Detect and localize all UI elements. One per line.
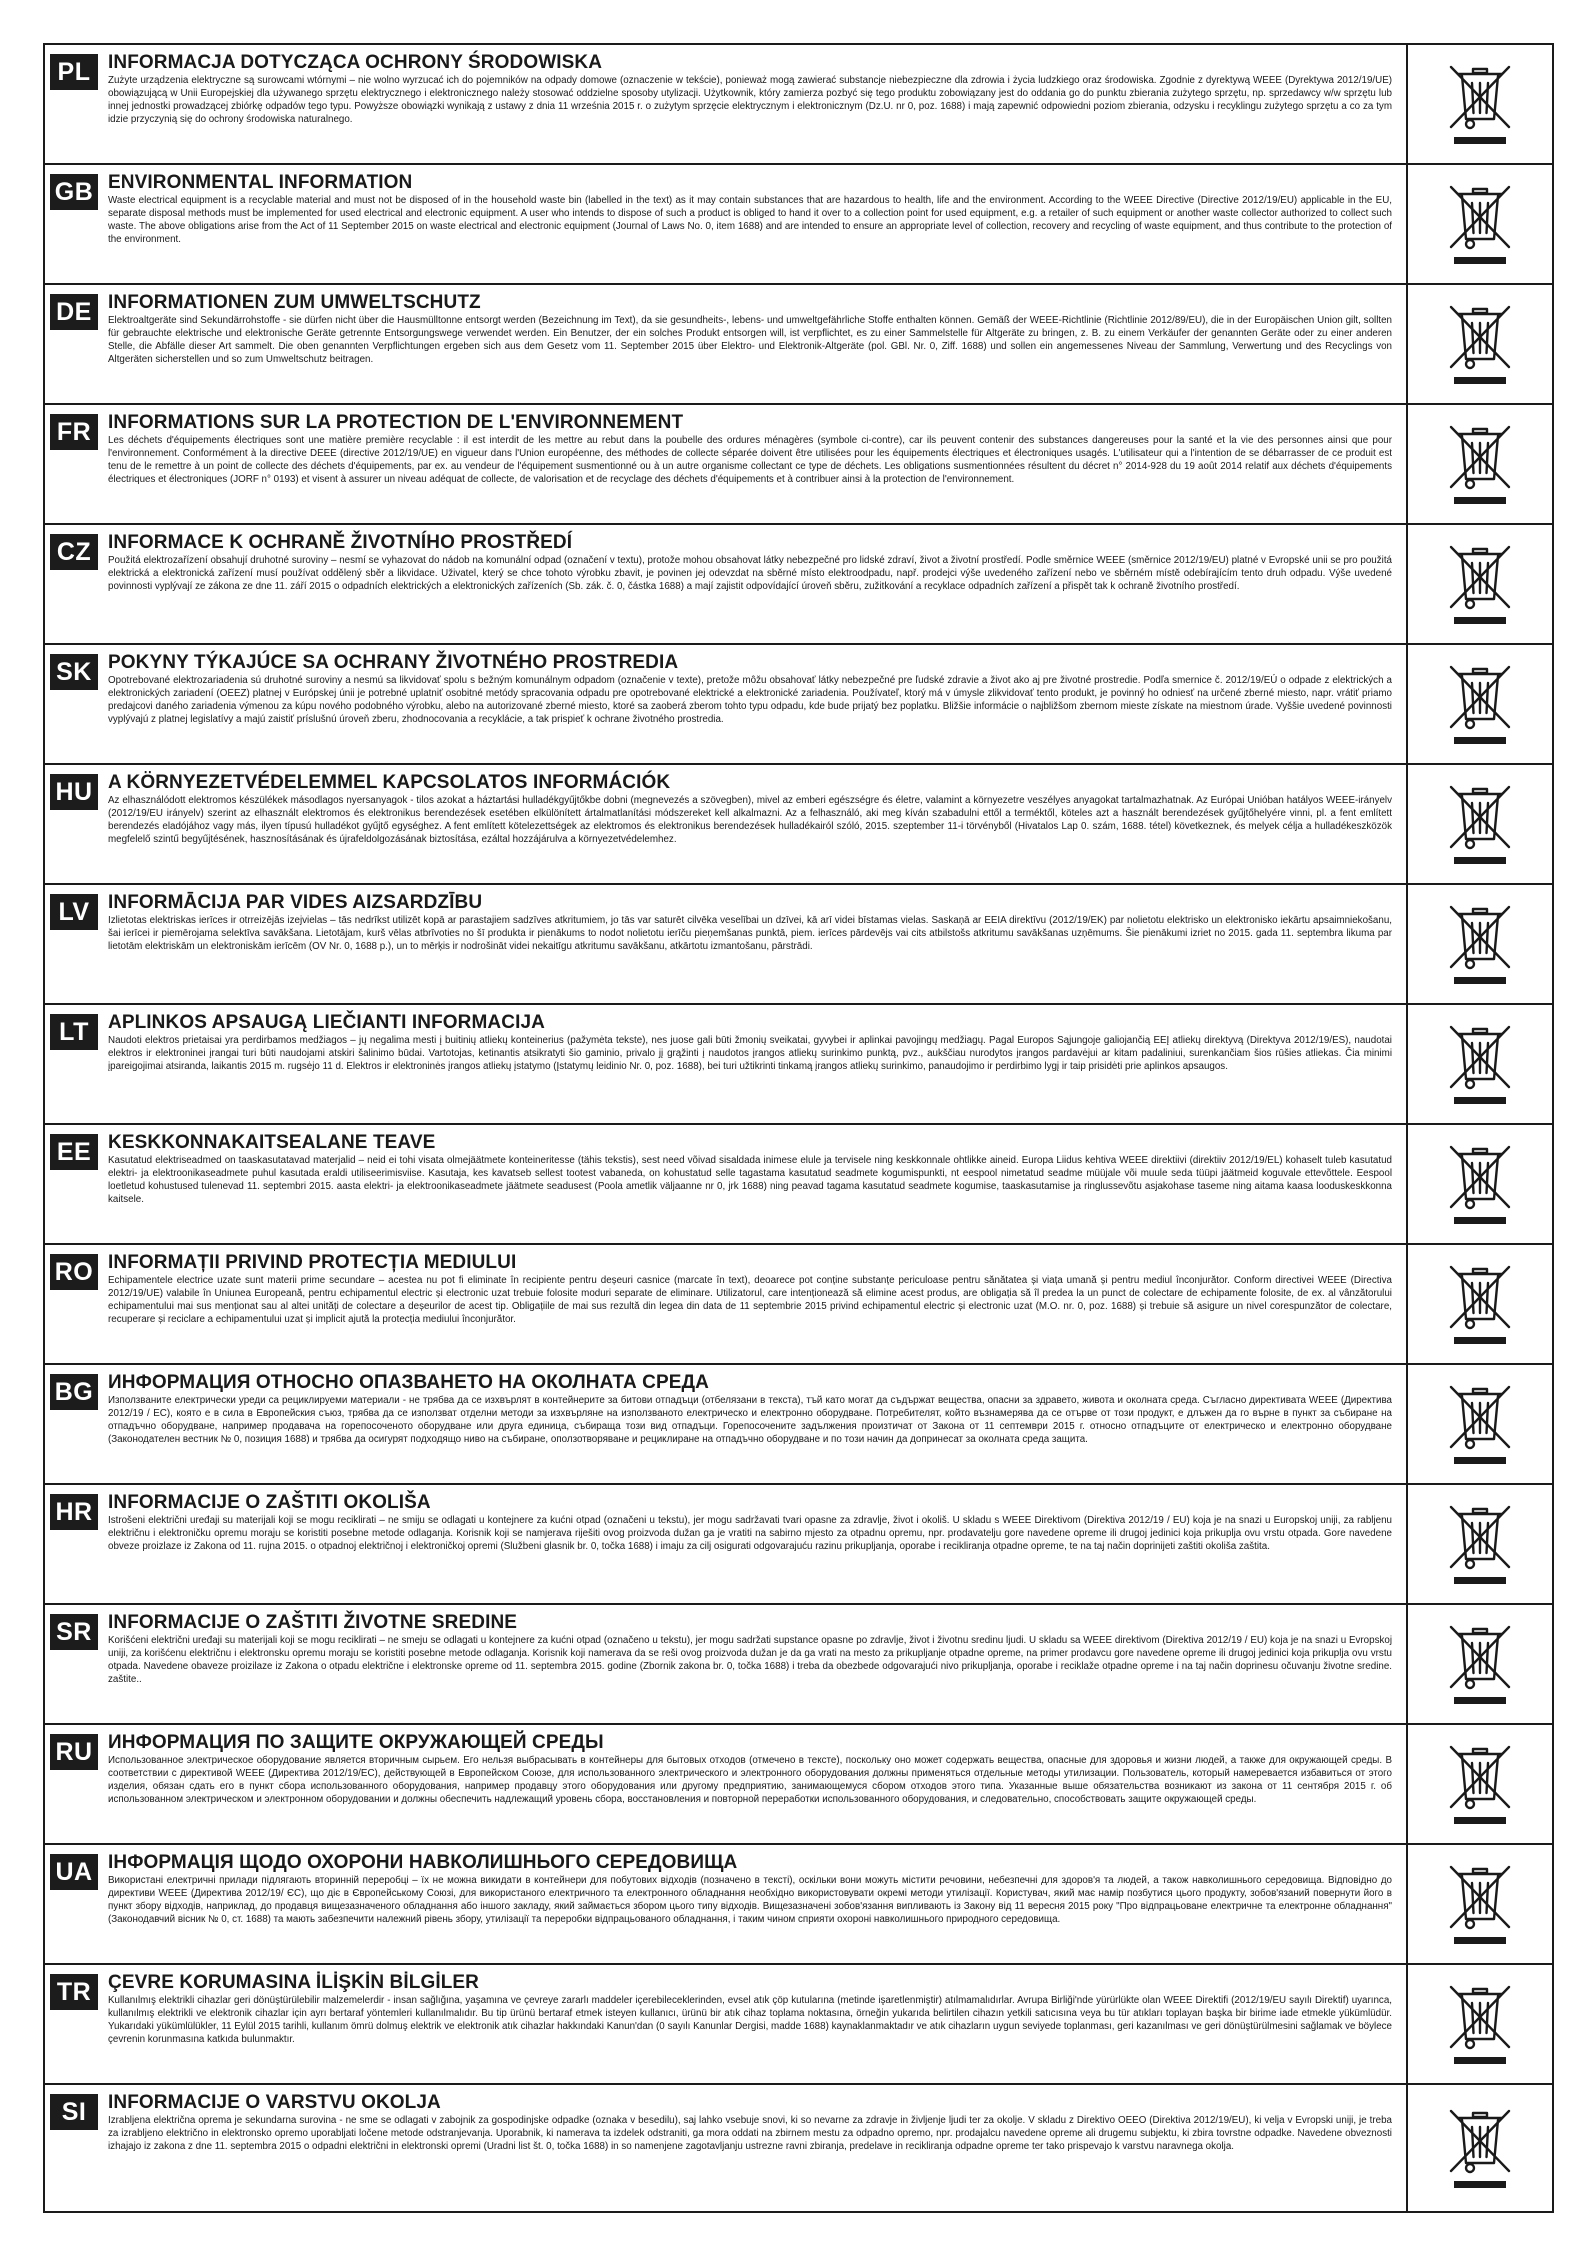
weee-icon-cell	[1406, 1125, 1552, 1243]
language-code-cell	[45, 525, 104, 643]
section-body-text: Використані електричні прилади підлягають вторинній переробці – їх не можна викидати в контейнери для побутових відходів (позначено в тексті), оскільки вони можуть містити речовини, небезпечні для здоров'я та людей, а також навколишнього середовища. Відповідно до директиви WEEE (Директива 2012/19/ ЄС), що діє в Європейському Союзі, для використаного електричного та електронного обладнання необхідно використовувати окремі методи утилізації. Користувач, який має намір позбутися цього продукту, зобов'язаний повернути його в пункт збору відходів, наприклад, до продавця вищезазначеного обладнання або іншого закладу, який займається збором цього типу відходів. Вищезазначені зобов'язання випливають із Закону від 11 вересня 2015 року "Про відпрацьоване електричне та електронне обладнання" (Законодавчий вісник № 0, ст. 1688) та мають забезпечити належний рівень збору, утилізації та переробки відпрацьованого обладнання, і таким чином сприяти охороні навколишнього природного середовища.	[108, 1875, 1392, 1925]
section-content	[104, 885, 1406, 1003]
weee-icon-cell	[1406, 45, 1552, 163]
language-code-badge: BG	[50, 1374, 98, 1410]
language-code-badge: PL	[50, 54, 98, 90]
crossed-out-wheelie-bin-icon	[1445, 421, 1515, 507]
crossed-out-wheelie-bin-icon	[1445, 1021, 1515, 1107]
language-code-cell	[45, 1965, 104, 2083]
section-title: INFORMACE K OCHRANĚ ŽIVOTNÍHO PROSTŘEDÍ	[108, 532, 573, 553]
language-code-cell	[45, 45, 104, 163]
section-content	[104, 1845, 1406, 1963]
language-code-badge: SR	[50, 1614, 98, 1650]
section-content	[104, 1245, 1406, 1363]
language-section-bg	[45, 1365, 1552, 1485]
crossed-out-wheelie-bin-icon	[1445, 1381, 1515, 1467]
section-title: ИНФОРМАЦИЯ ПО ЗАЩИТЕ ОКРУЖАЮЩЕЙ СРЕДЫ	[108, 1732, 604, 1753]
language-section-lv	[45, 885, 1552, 1005]
language-section-cz	[45, 525, 1552, 645]
crossed-out-wheelie-bin-icon	[1445, 2105, 1515, 2191]
language-section-si	[45, 2085, 1552, 2211]
language-section-sk	[45, 645, 1552, 765]
section-body-text: Naudoti elektros prietaisai yra perdirbamos medžiagos – jų negalima mesti į buitinių atliekų konteinerius (pažymėta tekste), nes juose gali būti žmonių sveikatai, gyvybei ir aplinkai pavojingų medžiagų. Pagal Europos Sąjungoje galiojančią EEĮ atliekų direktyvą (Direktyva 2012/19/ES), naudotai elektros ir elektroninei įrangai turi būti naudojami atskiri šalinimo būdai. Vartotojas, ketinantis atsikratyti šio gaminio, privalo jį grąžinti į naudotos įrangos atliekų surinkimo punktą, pvz., aukščiau nurodytos įrangos pardavėjui ar kitam padaliniui, surenkančiam šios rūšies atliekas. Čia minimi įpareigojimai atsiranda, laikantis 2015 m. rugsėjo 11 d. Elektros ir elektroninės įrangos atliekų įstatymo (Įstatymų leidinio Nr. 0, poz. 1688), bei turi užtikrinti tinkamą įrangos atliekų surinkimo, panaudojimo ir perdirbimo lygį ir taip prisidėti prie aplinkos apsaugos.	[108, 1035, 1392, 1072]
section-title: KESKKONNAKAITSEALANE TEAVE	[108, 1132, 436, 1153]
section-body-text: Izrabljena električna oprema je sekundarna surovina - ne sme se odlagati v zabojnik za gospodinjske odpadke (oznaka v besedilu), saj lahko vsebuje snovi, ki so nevarne za zdravje in življenje ljudi ter za okolje. V skladu z Direktivo OEEO (Direktiva 2012/19/EU), ki velja v Evropski uniji, je treba za izrabljeno električno in elektronsko opremo uporabljati ločene metode odstranjevanja. Uporabnik, ki namerava ta izdelek odstraniti, ga mora oddati na zbirnem mestu za odpadno opremo, npr. prodajalcu navedene opreme ali drugemu subjektu, ki zbira tovrstne odpadke. Navedene obveznosti izhajajo iz zakona z dne 11. septembra 2015 o odpadni električni in elektronski opremi (Uradni list št. 0, točka 1688) in so namenjene zagotavljanju ustrezne ravni zbiranja, predelave in recikliranja odpadne opreme ter tako prispevajo k varstvu naravnega okolja.	[108, 2115, 1392, 2152]
section-content	[104, 1965, 1406, 2083]
language-section-lt	[45, 1005, 1552, 1125]
language-section-pl	[45, 45, 1552, 165]
weee-icon-cell	[1406, 765, 1552, 883]
language-code-badge: EE	[50, 1134, 98, 1170]
language-code-cell	[45, 1125, 104, 1243]
section-body-text: Les déchets d'équipements électriques sont une matière première recyclable : il est interdit de les mettre au rebut dans la poubelle des ordures ménagères (symbole ci-contre), car ils peuvent contenir des substances dangereuses pour la santé et la vie des personnes ainsi que pour l'environnement. Conformément à la directive DEEE (directive 2012/19/UE) en vigueur dans l'Union européenne, des méthodes de collecte séparée doivent être utilisées pour les équipements électriques et électroniques usagés. L'utilisateur qui a l'intention de se débarrasser de ce produit est tenu de le remettre à un point de collecte des déchets d'équipements, par ex. au vendeur de l'équipement susmentionné ou à un autre organisme collectant ce type de déchets. Les obligations susmentionnées résultent du décret n° 2014-928 du 19 août 2014 relatif aux déchets d'équipements électriques et électroniques (JORF n° 0193) et visent à assurer un niveau adéquat de collecte, de valorisation et de recyclage des déchets d'équipements et à contribuer ainsi à la protection de l'environnement.	[108, 435, 1392, 485]
section-content	[104, 2085, 1406, 2211]
crossed-out-wheelie-bin-icon	[1445, 1261, 1515, 1347]
section-title: INFORMATIONS SUR LA PROTECTION DE L'ENVIRONNEMENT	[108, 412, 684, 433]
section-content	[104, 1485, 1406, 1603]
section-content	[104, 1005, 1406, 1123]
crossed-out-wheelie-bin-icon	[1445, 1741, 1515, 1827]
language-code-cell	[45, 1725, 104, 1843]
language-code-badge: GB	[50, 174, 98, 210]
language-code-cell	[45, 1485, 104, 1603]
crossed-out-wheelie-bin-icon	[1445, 901, 1515, 987]
language-section-tr	[45, 1965, 1552, 2085]
section-content	[104, 525, 1406, 643]
language-code-cell	[45, 165, 104, 283]
section-body-text: Zużyte urządzenia elektryczne są surowcami wtórnymi – nie wolno wyrzucać ich do pojemników na odpady domowe (oznaczenie w tekście), ponieważ mogą zawierać substancje niebezpieczne dla zdrowia i życia ludzkiego oraz środowiska. Zgodnie z dyrektywą WEEE (Dyrektywa 2012/19/UE) obowiązującą w Unii Europejskiej dla używanego sprzętu elektrycznego i elektronicznego należy stosować oddzielne sposoby utylizacji. Użytkownik, który zamierza pozbyć się tego produktu zobowiązany jest do oddania go do punktu zbierania zużytego sprzętu, np. sprzedawcy w/w sprzętu lub innej jednostki prowadzącej zbiórkę odpadów tego typu. Powyższe obowiązki wynikają z ustawy z dnia 11 września 2015 r. o zużytym sprzęcie elektrycznym i elektronicznym (Dz.U. nr 0, poz. 1688) i mają zapewnić odpowiedni poziom zbierania, odzysku i recyklingu zużytego sprzętu a co za tym idzie przyczynią się do ochrony środowiska naturalnego.	[108, 75, 1392, 125]
section-body-text: Использованное электрическое оборудование является вторичным сырьем. Его нельзя выбрасывать в контейнеры для бытовых отходов (отмечено в тексте), поскольку оно может содержать вещества, опасные для здоровья и жизни людей, а также для окружающей среды. В соответствии с директивой WEEE (Директива 2012/19/ЕС), действующей в Европейском Союзе, для использованного электрического и электронного оборудования должны применяться отдельные методы утилизации. Пользователь, который намеревается избавиться от этого изделия, обязан сдать его в пункт сбора использованного оборудования, например продавцу этого оборудования или другому предприятию, занимающемуся сбором отходов этого типа. Указанные выше обязательства возникают из закона от 11 сентября 2015 г. об использованном электрическом и электронном оборудовании и должны обеспечить надлежащий уровень сбора, восстановления и повторной переработки использованного оборудования, и следовательно, способствовать защите окружающей среды.	[108, 1755, 1392, 1805]
language-section-fr	[45, 405, 1552, 525]
language-code-badge: LT	[50, 1014, 98, 1050]
language-code-badge: SI	[50, 2094, 98, 2130]
crossed-out-wheelie-bin-icon	[1445, 661, 1515, 747]
crossed-out-wheelie-bin-icon	[1445, 541, 1515, 627]
weee-icon-cell	[1406, 885, 1552, 1003]
language-code-cell	[45, 885, 104, 1003]
crossed-out-wheelie-bin-icon	[1445, 1981, 1515, 2067]
section-body-text: Kasutatud elektriseadmed on taaskasutatavad materjalid – neid ei tohi visata olmejäätmete konteineritesse (tähis tekstis), sest need võivad sisaldada inimese elule ja tervisele ning keskkonnale ohtlikke aineid. Europa Liidus kehtiva WEEE direktiivi (direktiiv 2012/19/EL) kohaselt tuleb kasutatud elektri- ja elektroonikaseadmete puhul kasutada eraldi utiliseerimisviise. Kasutaja, kes kavatseb sellest tootest vabaneda, on kohustatud selle tagastama kasutatud seadmete kogumispunkti, nt eespool nimetatud seadme müüjale või muule seda tüüpi jäätmeid koguvale ettevõttele. Eespool loetletud kohustused tulenevad 11. septembri 2015. aasta elektri- ja elektroonikaseadmete jäätmete seadusest (Poola ametlik väljaanne nr 0, jrk 1688) ning peavad tagama kasutatud seadmete kogumise, taaskasutamise ja ringlussevõtu asjakohase taseme ning aitama kaasa looduskeskkonna kaitsele.	[108, 1155, 1392, 1205]
section-content	[104, 1605, 1406, 1723]
language-code-badge: RO	[50, 1254, 98, 1290]
section-content	[104, 45, 1406, 163]
language-code-badge: FR	[50, 414, 98, 450]
language-section-hu	[45, 765, 1552, 885]
crossed-out-wheelie-bin-icon	[1445, 1141, 1515, 1227]
language-code-cell	[45, 405, 104, 523]
language-code-badge: DE	[50, 294, 98, 330]
language-section-ee	[45, 1125, 1552, 1245]
weee-icon-cell	[1406, 1005, 1552, 1123]
language-code-badge: RU	[50, 1734, 98, 1770]
language-code-badge: HR	[50, 1494, 98, 1530]
weee-icon-cell	[1406, 1845, 1552, 1963]
weee-icon-cell	[1406, 1605, 1552, 1723]
language-code-badge: TR	[50, 1974, 98, 2010]
crossed-out-wheelie-bin-icon	[1445, 1861, 1515, 1947]
section-body-text: Waste electrical equipment is a recyclable material and must not be disposed of in the household waste bin (labelled in the text) as it may contain substances that are hazardous to health, life and the environment. According to the WEEE Directive (Directive 2012/19/EU) applicable in the EU, separate disposal methods must be implemented for used electrical and electronic equipment. A user who intends to dispose of such a product is obliged to hand it over to a collection point for used equipment, e.g. a retailer of such equipment or another waste collector authorized to collect such waste. The above obligations arise from the Act of 11 September 2015 on waste electrical and electronic equipment (Journal of Laws No. 0, item 1688) and are intended to ensure an appropriate level of collection, recovery and recycling of waste equipment, and thus contribute to the protection of the environment.	[108, 195, 1392, 245]
section-title: ІНФОРМАЦІЯ ЩОДО ОХОРОНИ НАВКОЛИШНЬОГО СЕРЕДОВИЩА	[108, 1852, 738, 1873]
language-code-cell	[45, 1245, 104, 1363]
section-body-text: Izlietotas elektriskas ierīces ir otrreizējās izejvielas – tās nedrīkst utilizēt kopā ar parastajiem sadzīves atkritumiem, jo tās var saturēt cilvēka veselībai un dzīvei, kā arī videi bīstamas vielas. Saskaņā ar EEIA direktīvu (2012/19/EK) par nolietotu elektrisko un elektronisko iekārtu apsaimniekošanu, šai ierīcei ir piemērojama selektīva savākšana. Lietotājam, kurš vēlas atbrīvoties no šī produkta ir pienākums to nodot nolietotu ierīču pieņemšanas punktā, piem. ierīces pārdevējs vai cits atbilstošs atkritumu savākšanas uzņēmums. Šie pienākumi izriet no 2015. gada 11. septembra likuma par lietotām elektriskām un elektroniskām ierīcēm (OV Nr. 0, 1688 p.), un to mērķis ir nodrošināt videi nekaitīgu atkritumu savākšanu, atkārtotu izmantošanu, pārstrādi.	[108, 915, 1392, 952]
section-title: INFORMAȚII PRIVIND PROTECȚIA MEDIULUI	[108, 1252, 517, 1273]
section-title: INFORMACIJE O ZAŠTITI ŽIVOTNE SREDINE	[108, 1612, 518, 1633]
section-body-text: Echipamentele electrice uzate sunt materii prime secundare – acestea nu pot fi eliminate în recipiente pentru deșeuri casnice (marcate în text), deoarece pot conține substanțe periculoase pentru sănătatea și viața umană și pentru mediul înconjurător. Conform directivei WEEE (Directiva 2012/19/UE) valabile în Uniunea Europeană, pentru echipamentul electric și electronic uzat trebuie folosite moduri separate de eliminare. Utilizatorul, care intenționează să elimine acest produs, are obligația să îl predea la un punct de colectare de echipamente folosite, de ex. al vânzătorului echipamentului mai sus menționat sau al altei unități de colectare a deșeurilor de acest tip. Obligațiile de mai sus rezultă din legea din data de 11 septembrie 2015 privind echipamentul electric și electronic uzat (M.O. nr. 0, poz. 1688) și trebuie să asigure un nivel corespunzător de colectare, recuperare și reciclare a echipamentului uzat și implicit ajută la protecția mediului înconjurător.	[108, 1275, 1392, 1325]
section-content	[104, 1725, 1406, 1843]
language-section-ua	[45, 1845, 1552, 1965]
language-code-badge: LV	[50, 894, 98, 930]
language-code-cell	[45, 765, 104, 883]
language-code-cell	[45, 1605, 104, 1723]
language-code-cell	[45, 1365, 104, 1483]
crossed-out-wheelie-bin-icon	[1445, 1621, 1515, 1707]
weee-info-sheet	[43, 43, 1554, 2213]
language-section-ru	[45, 1725, 1552, 1845]
language-section-sr	[45, 1605, 1552, 1725]
section-title: A KÖRNYEZETVÉDELEMMEL KAPCSOLATOS INFORMÁCIÓK	[108, 772, 671, 793]
section-content	[104, 1125, 1406, 1243]
section-title: ИНФОРМАЦИЯ ОТНОСНО ОПАЗВАНЕТО НА ОКОЛНАТА СРЕДА	[108, 1372, 710, 1393]
section-title: ENVIRONMENTAL INFORMATION	[108, 172, 413, 193]
language-code-badge: SK	[50, 654, 98, 690]
language-code-cell	[45, 2085, 104, 2211]
weee-icon-cell	[1406, 285, 1552, 403]
section-title: INFORMACIJE O ZAŠTITI OKOLIŠA	[108, 1492, 431, 1513]
section-content	[104, 405, 1406, 523]
section-body-text: Použitá elektrozařízení obsahují druhotné suroviny – nesmí se vyhazovat do nádob na komunální odpad (označení v textu), protože mohou obsahovat látky nebezpečné pro lidské zdraví, život a životní prostředí. Podle směrnice WEEE (směrnice 2012/19/EU) platné v Evropské unii se pro použitá elektrická a elektronická zařízení musí používat oddělený sběr a likvidace. Uživatel, který se chce tohoto výrobku zbavit, je povinen jej odevzdat na sběrné místo elektroodpadu, např. prodejci výše uvedeného zařízení nebo ve sběrném místě odebírajícím tento druh odpadu. Výše uvedené povinnosti vyplývají ze zákona ze dne 11. září 2015 o odpadních elektrických a elektronických zařízeních (Sb. zák. č. 0, částka 1688) a mají zajistit odpovídající úroveň sběru, zužitkování a recyklace odpadních zařízení a přispět tak k ochraně životního prostředí.	[108, 555, 1392, 592]
weee-icon-cell	[1406, 1245, 1552, 1363]
language-code-badge: HU	[50, 774, 98, 810]
language-code-cell	[45, 285, 104, 403]
section-title: INFORMATIONEN ZUM UMWELTSCHUTZ	[108, 292, 481, 313]
section-title: APLINKOS APSAUGĄ LIEČIANTI INFORMACIJA	[108, 1012, 545, 1033]
weee-icon-cell	[1406, 1965, 1552, 2083]
section-content	[104, 645, 1406, 763]
section-body-text: Kullanılmış elektrikli cihazlar geri dönüştürülebilir malzemelerdir - insan sağlığına, yaşamına ve çevreye zararlı maddeler içerebileceklerinden, evsel atık çöp kutularına (metinde işaretlenmiştir) atılmamalıdırlar. Avrupa Birliği'nde yürürlükte olan WEEE Direktifi (2012/19/EU sayılı Direktif) uyarınca, kullanılmış elektrikli ve elektronik cihazlar için ayrı bertaraf yöntemleri kullanılmalıdır. Bu tip ürünü bertaraf etmek isteyen kullanıcı, ürünü bir atık cihaz toplama noktasına, örneğin yukarıda belirtilen cihazın yetkili satıcısına veya bu tür atıkları toplayan başka bir birime iade etmekle yükümlüdür. Yukarıdaki yükümlülükler, 11 Eylül 2015 tarihli, kullanım ömrü dolmuş elektrik ve elektronik atık cihazlar hakkındaki Kanun'dan (0 sayılı Kanunlar Dergisi, madde 1688) kaynaklanmaktadır ve atık cihazların uygun seviyede toplanması, geri kazanılması ve geri dönüştürülmesini sağlamak ve böylece çevrenin korunmasına katkıda bulunmaktır.	[108, 1995, 1392, 2045]
section-title: INFORMACJA DOTYCZĄCA OCHRONY ŚRODOWISKA	[108, 52, 603, 73]
section-content	[104, 765, 1406, 883]
section-body-text: Korišćeni električni uređaji su materijali koji se mogu reciklirati – ne smeju se odlagati u kontejnere za kućni otpad (označeno u tekstu), jer mogu sadržati supstance opasne po zdravlje, život i životnu sredinu ljudi. U skladu sa WEEE direktivom (Direktiva 2012/19 / EU) koja je na snazi u Evropskoj uniji, za korišćenu električnu i elektronsku opremu moraju se koristiti posebne metode odlaganja. Korisnik koji namerava da se reši ovog proizvoda dužan je da ga vrati na mesto za prikupljanje otpadne opreme, na primer prodavcu gore navedene opreme ili drugoj jedinici koja prikuplja ovu vrstu otpada. Navedene obaveze proizilaze iz Zakona o otpadu električne i elektronske opreme od 11. septembra 2015. godine (Zbornik zakona br. 0, točka 1688) i treba da obezbede odgovarajući nivo prikupljanja, oporabe i reciklaže otpadne opreme i na taj način doprinesu očuvanju životne sredine. zaštite..	[108, 1635, 1392, 1685]
language-code-cell	[45, 1005, 104, 1123]
weee-icon-cell	[1406, 1365, 1552, 1483]
section-content	[104, 285, 1406, 403]
section-body-text: Az elhasználódott elektromos készülékek másodlagos nyersanyagok - tilos azokat a háztartási hulladékgyűjtőkbe dobni (megnevezés a szövegben), mivel az emberi egészségre és életre, valamint a környezetre veszélyes anyagokat tartalmazhatnak. Az Európai Unióban hatályos WEEE-irányelv (2012/19/EU irányelv) szerint az elhasznált elektromos és elektronikus berendezések esetében elkülönített ártalmatlanítási módszereket kell alkalmazni. Az a felhasználó, aki meg kíván szabadulni ettől a terméktől, köteles azt a használt berendezések gyűjtőhelyére vinni, pl. a fent említett berendezés eladójához vagy más, ilyen típusú hulladékot gyűjtő egységhez. A fent említett kötelezettségek az elektromos és elektronikus berendezések hulladékairól szóló, 2015. szeptember 11-i törvényből (Hivatalos Lap 0. szám, 1688. tétel) következnek, és melyek célja a hulladékeszközök megfelelő szintű begyűjtésének, hasznosításának és újrafeldolgozásának biztosítása, ezáltal hozzájárulva a környezetvédelemhez.	[108, 795, 1392, 845]
weee-icon-cell	[1406, 405, 1552, 523]
weee-icon-cell	[1406, 2085, 1552, 2211]
language-code-cell	[45, 1845, 104, 1963]
section-body-text: Opotrebované elektrozariadenia sú druhotné suroviny a nesmú sa likvidovať spolu s bežným komunálnym odpadom (označenie v texte), pretože môžu obsahovať látky nebezpečné pre ľudské zdravie a život ako aj pre životné prostredie. Podľa smernice č. 2012/19/EÚ o odpade z elektrických a elektronických zariadení (OEEZ) platnej v Európskej únii je potrebné uplatniť osobitné metódy spracovania odpadu pre opotrebované elektrické a elektronické zariadenia. Používateľ, ktorý má v úmysle zlikvidovať tento produkt, je povinný ho odniesť na určené zberné miesto, napr. vrátiť priamo predajcovi daného zariadenia výmenou za kúpu nového podobného výrobku, alebo na autorizované zberné miesto, ktoré sa zaoberá zberom tohto typu odpadu, kde bude prijatý bez poplatku. Bližšie informácie o najbližšom zbernom mieste získate na miestnom úrade. Vyššie uvedené povinnosti vyplývajú z platnej legislatívy a majú zaistiť príslušnú úroveň zberu, zhodnocovania a recyklácie, a tak prispieť k ochrane životného prostredia.	[108, 675, 1392, 725]
section-title: ÇEVRE KORUMASINA İLİŞKİN BİLGİLER	[108, 1972, 479, 1993]
crossed-out-wheelie-bin-icon	[1445, 181, 1515, 267]
language-section-gb	[45, 165, 1552, 285]
section-content	[104, 165, 1406, 283]
weee-icon-cell	[1406, 645, 1552, 763]
language-code-cell	[45, 645, 104, 763]
crossed-out-wheelie-bin-icon	[1445, 61, 1515, 147]
section-body-text: Istrošeni električni uređaji su materijali koji se mogu reciklirati – ne smiju se odlagati u kontejnere za kućni otpad (označeni u tekstu), jer mogu sadržavati tvari opasne za zdravlje, život i okoliš. U skladu s WEEE Direktivom (Direktiva 2012/19 / EU) koja je na snazi u Europskoj uniji, za rabljenu električnu i elektroničku opremu moraju se koristiti posebne metode odlaganja. Korisnik koji se namjerava riješiti ovog proizvoda dužan ga je vratiti na sabirno mjesto za otpadnu opremu, npr. prodavatelju gore navedene opreme ili drugoj jedinici koja prikuplja ovu vrstu otpada. Gore navedene obveze proizlaze iz Zakona od 11. rujna 2015. o otpadnoj električnoj i elektroničkoj opremi (Službeni glasnik br. 0, točka 1688) i imaju za cilj osigurati odgovarajuću razinu prikupljanja, oporabe i recikliranja otpadne opreme, te na taj način doprinijeti zaštiti okoliša zaštita.	[108, 1515, 1392, 1552]
crossed-out-wheelie-bin-icon	[1445, 1501, 1515, 1587]
language-section-hr	[45, 1485, 1552, 1605]
weee-icon-cell	[1406, 1485, 1552, 1603]
language-section-ro	[45, 1245, 1552, 1365]
weee-icon-cell	[1406, 1725, 1552, 1843]
crossed-out-wheelie-bin-icon	[1445, 781, 1515, 867]
section-body-text: Използваните електрически уреди са рециклируеми материали - не трябва да се изхвърлят в контейнерите за битови отпадъци (отбелязани в текста), тъй като могат да съдържат вещества, опасни за здравето, живота и околната среда. Съгласно директивата WEEE (Директива 2012/19 / ЕС), която е в сила в Европейския съюз, трябва да се използват отделни методи за изхвърляне на използваното електрическо и електронно оборудване. Потребителят, който възнамерява да се отърве от този продукт, е длъжен да го върне в пункт за събиране на отпадъчно оборудване, например продавача на горепосоченото оборудване или друга единица, събираща този вид отпадъци. Горепосочените задължения произтичат от Закона от 11 септември 2015 г. относно отпадъците от електрическо и електронно оборудване (Законодателен вестник № 0, позиция 1688) и трябва да осигурят подходящо ниво на събиране, оползотворяване и рециклиране на отпадъчно оборудване и по този начин да допринесат за околната среда защита.	[108, 1395, 1392, 1445]
weee-icon-cell	[1406, 165, 1552, 283]
language-code-badge: CZ	[50, 534, 98, 570]
section-content	[104, 1365, 1406, 1483]
section-title: INFORMĀCIJA PAR VIDES AIZSARDZĪBU	[108, 892, 483, 913]
section-title: INFORMACIJE O VARSTVU OKOLJA	[108, 2092, 441, 2113]
section-body-text: Elektroaltgeräte sind Sekundärrohstoffe - sie dürfen nicht über die Hausmülltonne entsorgt werden (Bezeichnung im Text), da sie gesundheits-, lebens- und umweltgefährliche Stoffe enthalten können. Gemäß der WEEE-Richtlinie (Richtlinie 2012/89/EU), die in der Europäischen Union gilt, sollten für gebrauchte elektrische und elektronische Geräte getrennte Entsorgungswege verwendet werden. Ein Benutzer, der ein solches Produkt entsorgen will, ist verpflichtet, es zu einer Sammelstelle für Altgeräte zu bringen, z. B. zu einem Verkäufer der genannten Geräte oder zu einer anderen Stelle, die Abfälle dieser Art sammelt. Die oben genannten Verpflichtungen ergeben sich aus dem Gesetz vom 11. September 2015 über Elektro- und Elektronik-Altgeräte (pol. GBl. Nr. 0, Ziff. 1688) und sollen ein angemessenes Niveau der Sammlung, Verwertung und des Recyclings von Altgeräten sicherstellen und so zum Umweltschutz beitragen.	[108, 315, 1392, 365]
weee-icon-cell	[1406, 525, 1552, 643]
language-code-badge: UA	[50, 1854, 98, 1890]
crossed-out-wheelie-bin-icon	[1445, 301, 1515, 387]
section-title: POKYNY TÝKAJÚCE SA OCHRANY ŽIVOTNÉHO PROSTREDIA	[108, 652, 679, 673]
language-section-de	[45, 285, 1552, 405]
